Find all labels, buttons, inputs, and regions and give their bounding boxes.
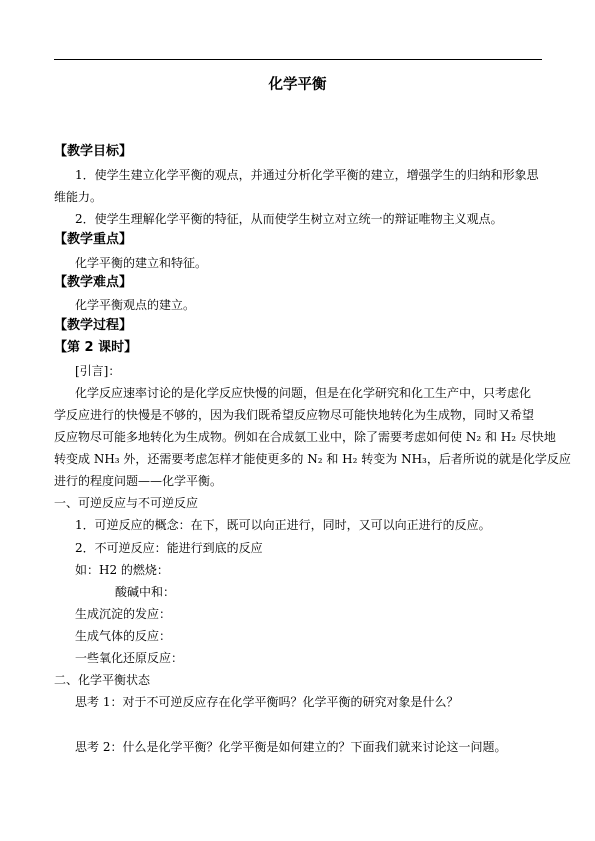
header-rule: [54, 59, 542, 60]
example-gas: 生成气体的反应：: [75, 629, 172, 643]
example-label: 如：H2 的燃烧：: [75, 563, 169, 577]
goal-1-line-2: 维能力。: [54, 190, 103, 204]
intro-label: [引言]：: [75, 364, 121, 378]
intro-line-5: 进行的程度问题——化学平衡。: [54, 474, 223, 488]
example-precipitate: 生成沉淀的发应：: [75, 607, 172, 621]
goal-1-line-1: 1．使学生建立化学平衡的观点，并通过分析化学平衡的建立，增强学生的归纳和形象思: [75, 168, 539, 182]
intro-line-4: 转变成 NH₃ 外，还需要考虑怎样才能使更多的 N₂ 和 H₂ 转变为 NH₃，后者所说的就是化学反应: [54, 452, 571, 466]
intro-line-2: 学反应进行的快慢是不够的，因为我们既希望反应物尽可能快地转化为生成物，同时又希望: [54, 408, 535, 422]
section-1-item-2: 2．不可逆反应：能进行到底的反应: [75, 541, 263, 555]
key-points-heading: 【教学重点】: [54, 232, 133, 247]
section-1-title: 一、可逆反应与不可逆反应: [54, 496, 199, 510]
example-neutralization: 酸碱中和：: [115, 585, 176, 599]
process-heading: 【教学过程】: [54, 318, 133, 333]
key-points-text: 化学平衡的建立和特征。: [75, 256, 208, 270]
goals-heading: 【教学目标】: [54, 144, 133, 159]
example-redox: 一些氧化还原反应：: [75, 651, 184, 665]
intro-line-3: 反应物尽可能多地转化为生成物。例如在合成氨工业中，除了需要考虑如何使 N₂ 和 H₂ 尽快地: [54, 430, 556, 444]
think-question-2: 思考 2：什么是化学平衡？化学平衡是如何建立的？下面我们就来讨论这一问题。: [75, 740, 507, 754]
section-2-title: 二、化学平衡状态: [54, 673, 151, 687]
intro-line-1: 化学反应速率讨论的是化学反应快慢的问题，但是在化学研究和化工生产中，只考虑化: [75, 386, 532, 400]
difficulty-heading: 【教学难点】: [54, 275, 133, 290]
section-1-item-1: 1．可逆反应的概念：在下，既可以向正进行，同时，又可以向正进行的反应。: [75, 518, 491, 532]
difficulty-text: 化学平衡观点的建立。: [75, 298, 196, 312]
goal-2: 2．使学生理解化学平衡的特征，从而使学生树立对立统一的辩证唯物主义观点。: [75, 212, 503, 226]
think-question-1: 思考 1：对于不可逆反应存在化学平衡吗？化学平衡的研究对象是什么？: [75, 695, 459, 709]
lesson-heading: 【第 2 课时】: [54, 340, 138, 355]
page-title: 化学平衡: [268, 77, 327, 93]
